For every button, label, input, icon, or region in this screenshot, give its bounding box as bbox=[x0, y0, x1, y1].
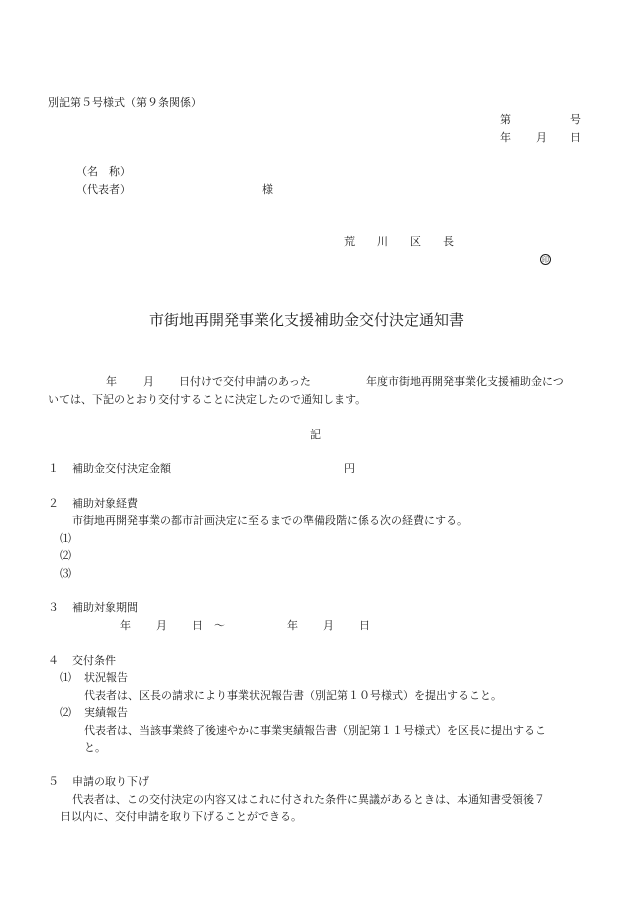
section3-month2: 月 bbox=[323, 619, 334, 632]
section2-body: 市街地再開発事業の都市計画決定に至るまでの準備段階に係る次の経費にする。 bbox=[72, 514, 468, 527]
section5-body-line1: 代表者は、この交付決定の内容又はこれに付された条件に異議があるときは、本通知書受領後７ bbox=[72, 793, 545, 806]
section3-number: ３ bbox=[48, 601, 59, 614]
section4-sub2-body-line1: 代表者は、当該事業終了後速やかに事業実績報告書（別記第１１号様式）を区長に提出するこ bbox=[84, 724, 546, 737]
section4-sub1-body: 代表者は、区長の請求により事業状況報告書（別記第１０号様式）を提出すること。 bbox=[84, 689, 502, 702]
section2-label: 補助対象経費 bbox=[72, 497, 138, 510]
section3-year2: 年 bbox=[287, 619, 298, 632]
recipient-name-label: （名 称） bbox=[76, 165, 131, 178]
section4-number: ４ bbox=[48, 654, 59, 667]
recipient-rep-label: （代表者） bbox=[76, 183, 131, 196]
section5-label: 申請の取り下げ bbox=[72, 775, 149, 788]
form-label: 別記第５号様式（第９条関係） bbox=[48, 96, 202, 109]
intro-day-text: 日付けで交付申請のあった bbox=[179, 375, 311, 388]
section3-year: 年 bbox=[120, 619, 131, 632]
date-year-label: 年 bbox=[500, 131, 511, 144]
section4-sub2-number: ⑵ bbox=[60, 706, 71, 719]
section3-month: 月 bbox=[156, 619, 167, 632]
document-title: 市街地再開発事業化支援補助金交付決定通知書 bbox=[149, 311, 465, 329]
section3-day2: 日 bbox=[359, 619, 370, 632]
intro-line2: いては、下記のとおり交付することに決定したので通知します。 bbox=[48, 393, 367, 406]
number-prefix: 第 bbox=[500, 113, 511, 126]
section3-label: 補助対象期間 bbox=[72, 601, 138, 614]
section2-item-2: ⑵ bbox=[60, 549, 71, 562]
section2-item-3: ⑶ bbox=[60, 567, 71, 580]
section4-sub1-number: ⑴ bbox=[60, 671, 71, 684]
section5-body-line2: 日以内に、交付申請を取り下げることができる。 bbox=[60, 810, 302, 823]
section4-label: 交付条件 bbox=[72, 654, 116, 667]
section3-tilde: ～ bbox=[214, 619, 225, 632]
section4-sub1-label: 状況報告 bbox=[84, 671, 128, 684]
recipient-honorific: 様 bbox=[262, 183, 273, 196]
section4-sub2-label: 実績報告 bbox=[84, 706, 128, 719]
section2-number: ２ bbox=[48, 497, 59, 510]
section2-item-1: ⑴ bbox=[60, 532, 71, 545]
seal-icon: 印 bbox=[542, 256, 549, 264]
date-day-label: 日 bbox=[570, 131, 581, 144]
intro-year: 年 bbox=[106, 375, 117, 388]
date-month-label: 月 bbox=[536, 131, 547, 144]
section4-sub2-body-line2: と。 bbox=[84, 741, 106, 754]
section1-number: １ bbox=[48, 462, 59, 475]
intro-month: 月 bbox=[143, 375, 154, 388]
section1-label: 補助金交付決定金額 bbox=[72, 462, 171, 475]
section3-day: 日 bbox=[192, 619, 203, 632]
issuer-title: 荒 川 区 長 bbox=[344, 235, 454, 248]
ki-heading: 記 bbox=[310, 428, 321, 441]
intro-fiscal-text: 年度市街地再開発事業化支援補助金につ bbox=[366, 375, 564, 388]
number-suffix: 号 bbox=[570, 113, 581, 126]
section5-number: ５ bbox=[48, 775, 59, 788]
section1-unit: 円 bbox=[344, 462, 355, 475]
